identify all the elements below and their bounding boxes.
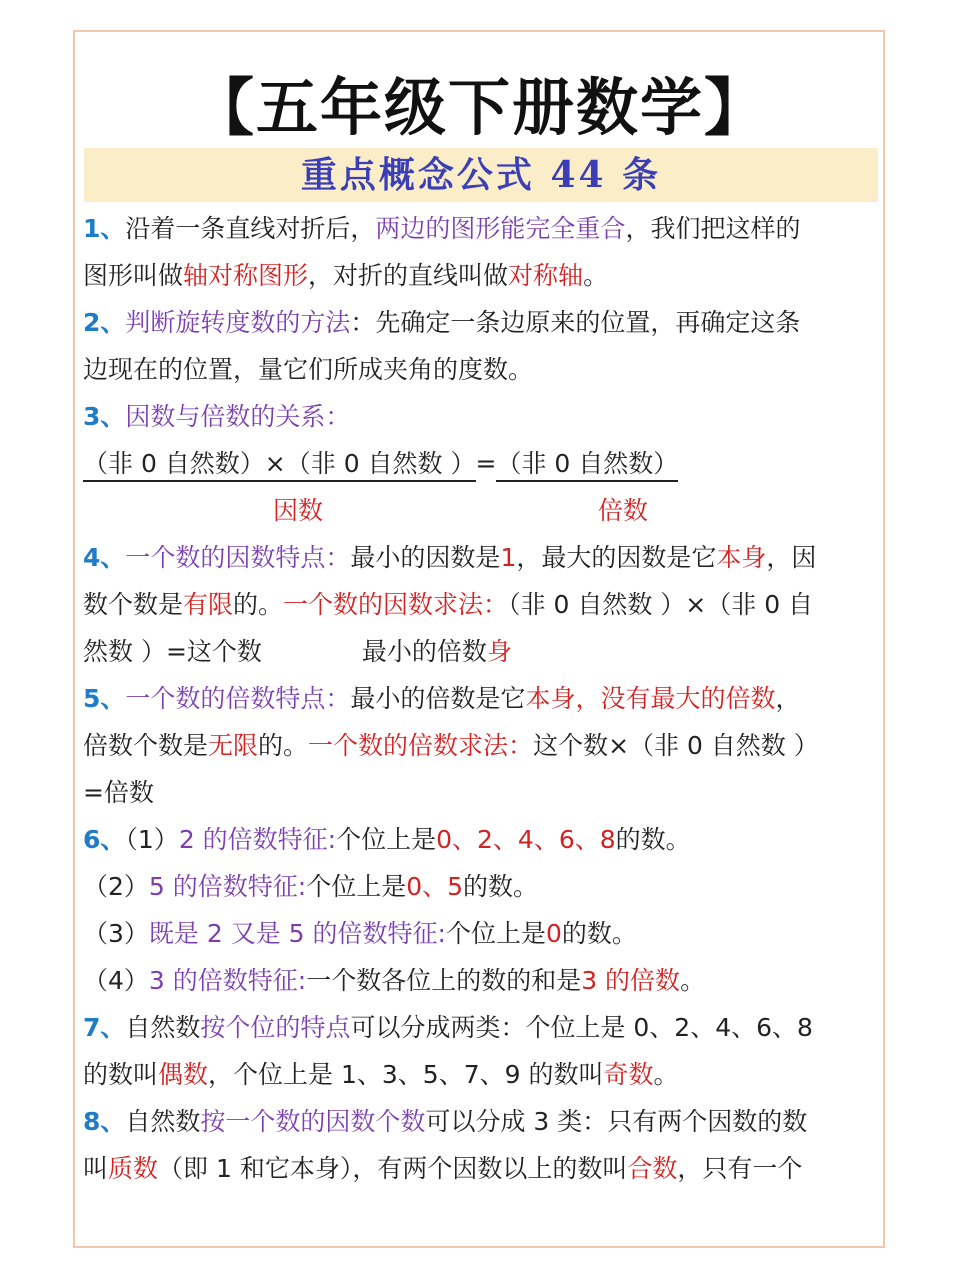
item-6-line-3: （3）既是 2 又是 5 的倍数特征:个位上是0的数。 xyxy=(83,919,637,948)
item-2-line-1: 2、判断旋转度数的方法：先确定一条边原来的位置，再确定这条 xyxy=(83,308,801,337)
item-2-line-2: 边现在的位置，量它们所成夹角的度数。 xyxy=(83,355,534,384)
term: 轴对称图形 xyxy=(183,261,309,290)
item-8-line-1: 8、自然数按一个数的因数个数可以分成 3 类：只有两个因数的数 xyxy=(83,1107,808,1136)
item-number: 8、 xyxy=(83,1107,126,1136)
highlight: 一个数的倍数特点： xyxy=(125,684,351,713)
item-6-line-1: 6、（1）2 的倍数特征:个位上是0、2、4、6、8的数。 xyxy=(83,825,691,854)
item-5-line-3: =倍数 xyxy=(83,778,154,807)
item-4-line-2: 数个数是有限的。一个数的因数求法：（非 0 自然数 ）×（非 0 自 xyxy=(83,590,814,619)
item-3-formula xyxy=(83,440,883,487)
item-5-line-1: 5、一个数的倍数特点：最小的倍数是它本身，没有最大的倍数， xyxy=(83,684,801,713)
item-3-labels xyxy=(83,487,883,534)
highlight: 判断旋转度数的方法 xyxy=(125,308,351,337)
highlight: 两边的图形能完全重合 xyxy=(375,214,626,243)
item-number: 3、 xyxy=(83,402,126,431)
highlight: 因数与倍数的关系： xyxy=(125,402,351,431)
item-number: 2、 xyxy=(83,308,126,337)
formula-factors: （非 0 自然数）×（非 0 自然数 ） xyxy=(83,449,476,482)
page-subtitle: 重点概念公式 44 条 xyxy=(84,148,878,202)
formula-multiple: （非 0 自然数） xyxy=(496,449,678,482)
item-6-line-4: （4）3 的倍数特征:一个数各位上的数的和是3 的倍数。 xyxy=(83,966,706,995)
item-number: 6、 xyxy=(83,825,126,854)
highlight: 一个数的因数特点： xyxy=(125,543,351,572)
item-number: 5、 xyxy=(83,684,126,713)
item-1-line-1: 1、沿着一条直线对折后，两边的图形能完全重合，我们把这样的 xyxy=(83,214,801,243)
item-number: 4、 xyxy=(83,543,126,572)
content xyxy=(83,205,883,1192)
item-4-line-3: 然数 ）=这个数 最小的倍数身 xyxy=(83,637,512,666)
item-6-line-2: （2）5 的倍数特征:个位上是0、5的数。 xyxy=(83,872,539,901)
item-4-line-1: 4、一个数的因数特点：最小的因数是1，最大的因数是它本身，因 xyxy=(83,543,817,572)
item-number: 7、 xyxy=(83,1013,126,1042)
item-1-line-2: 图形叫做轴对称图形，对折的直线叫做对称轴。 xyxy=(83,261,609,290)
formula-equals: = xyxy=(475,449,497,478)
item-number: 1、 xyxy=(83,214,126,243)
label-multiple: 倍数 xyxy=(598,496,649,525)
item-5-line-2: 倍数个数是无限的。一个数的倍数求法：这个数×（非 0 自然数 ） xyxy=(83,731,819,760)
item-8-line-2: 叫质数（即 1 和它本身），有两个因数以上的数叫合数，只有一个 xyxy=(83,1154,803,1183)
item-7-line-1: 7、自然数按个位的特点可以分成两类：个位上是 0、2、4、6、8 xyxy=(83,1013,813,1042)
item-7-line-2: 的数叫偶数，个位上是 1、3、5、7、9 的数叫奇数。 xyxy=(83,1060,679,1089)
term: 对称轴 xyxy=(508,261,584,290)
item-3-line-1 xyxy=(83,393,883,440)
page-title: 【五年级下册数学】 xyxy=(191,71,768,144)
label-factor: 因数 xyxy=(273,496,324,525)
